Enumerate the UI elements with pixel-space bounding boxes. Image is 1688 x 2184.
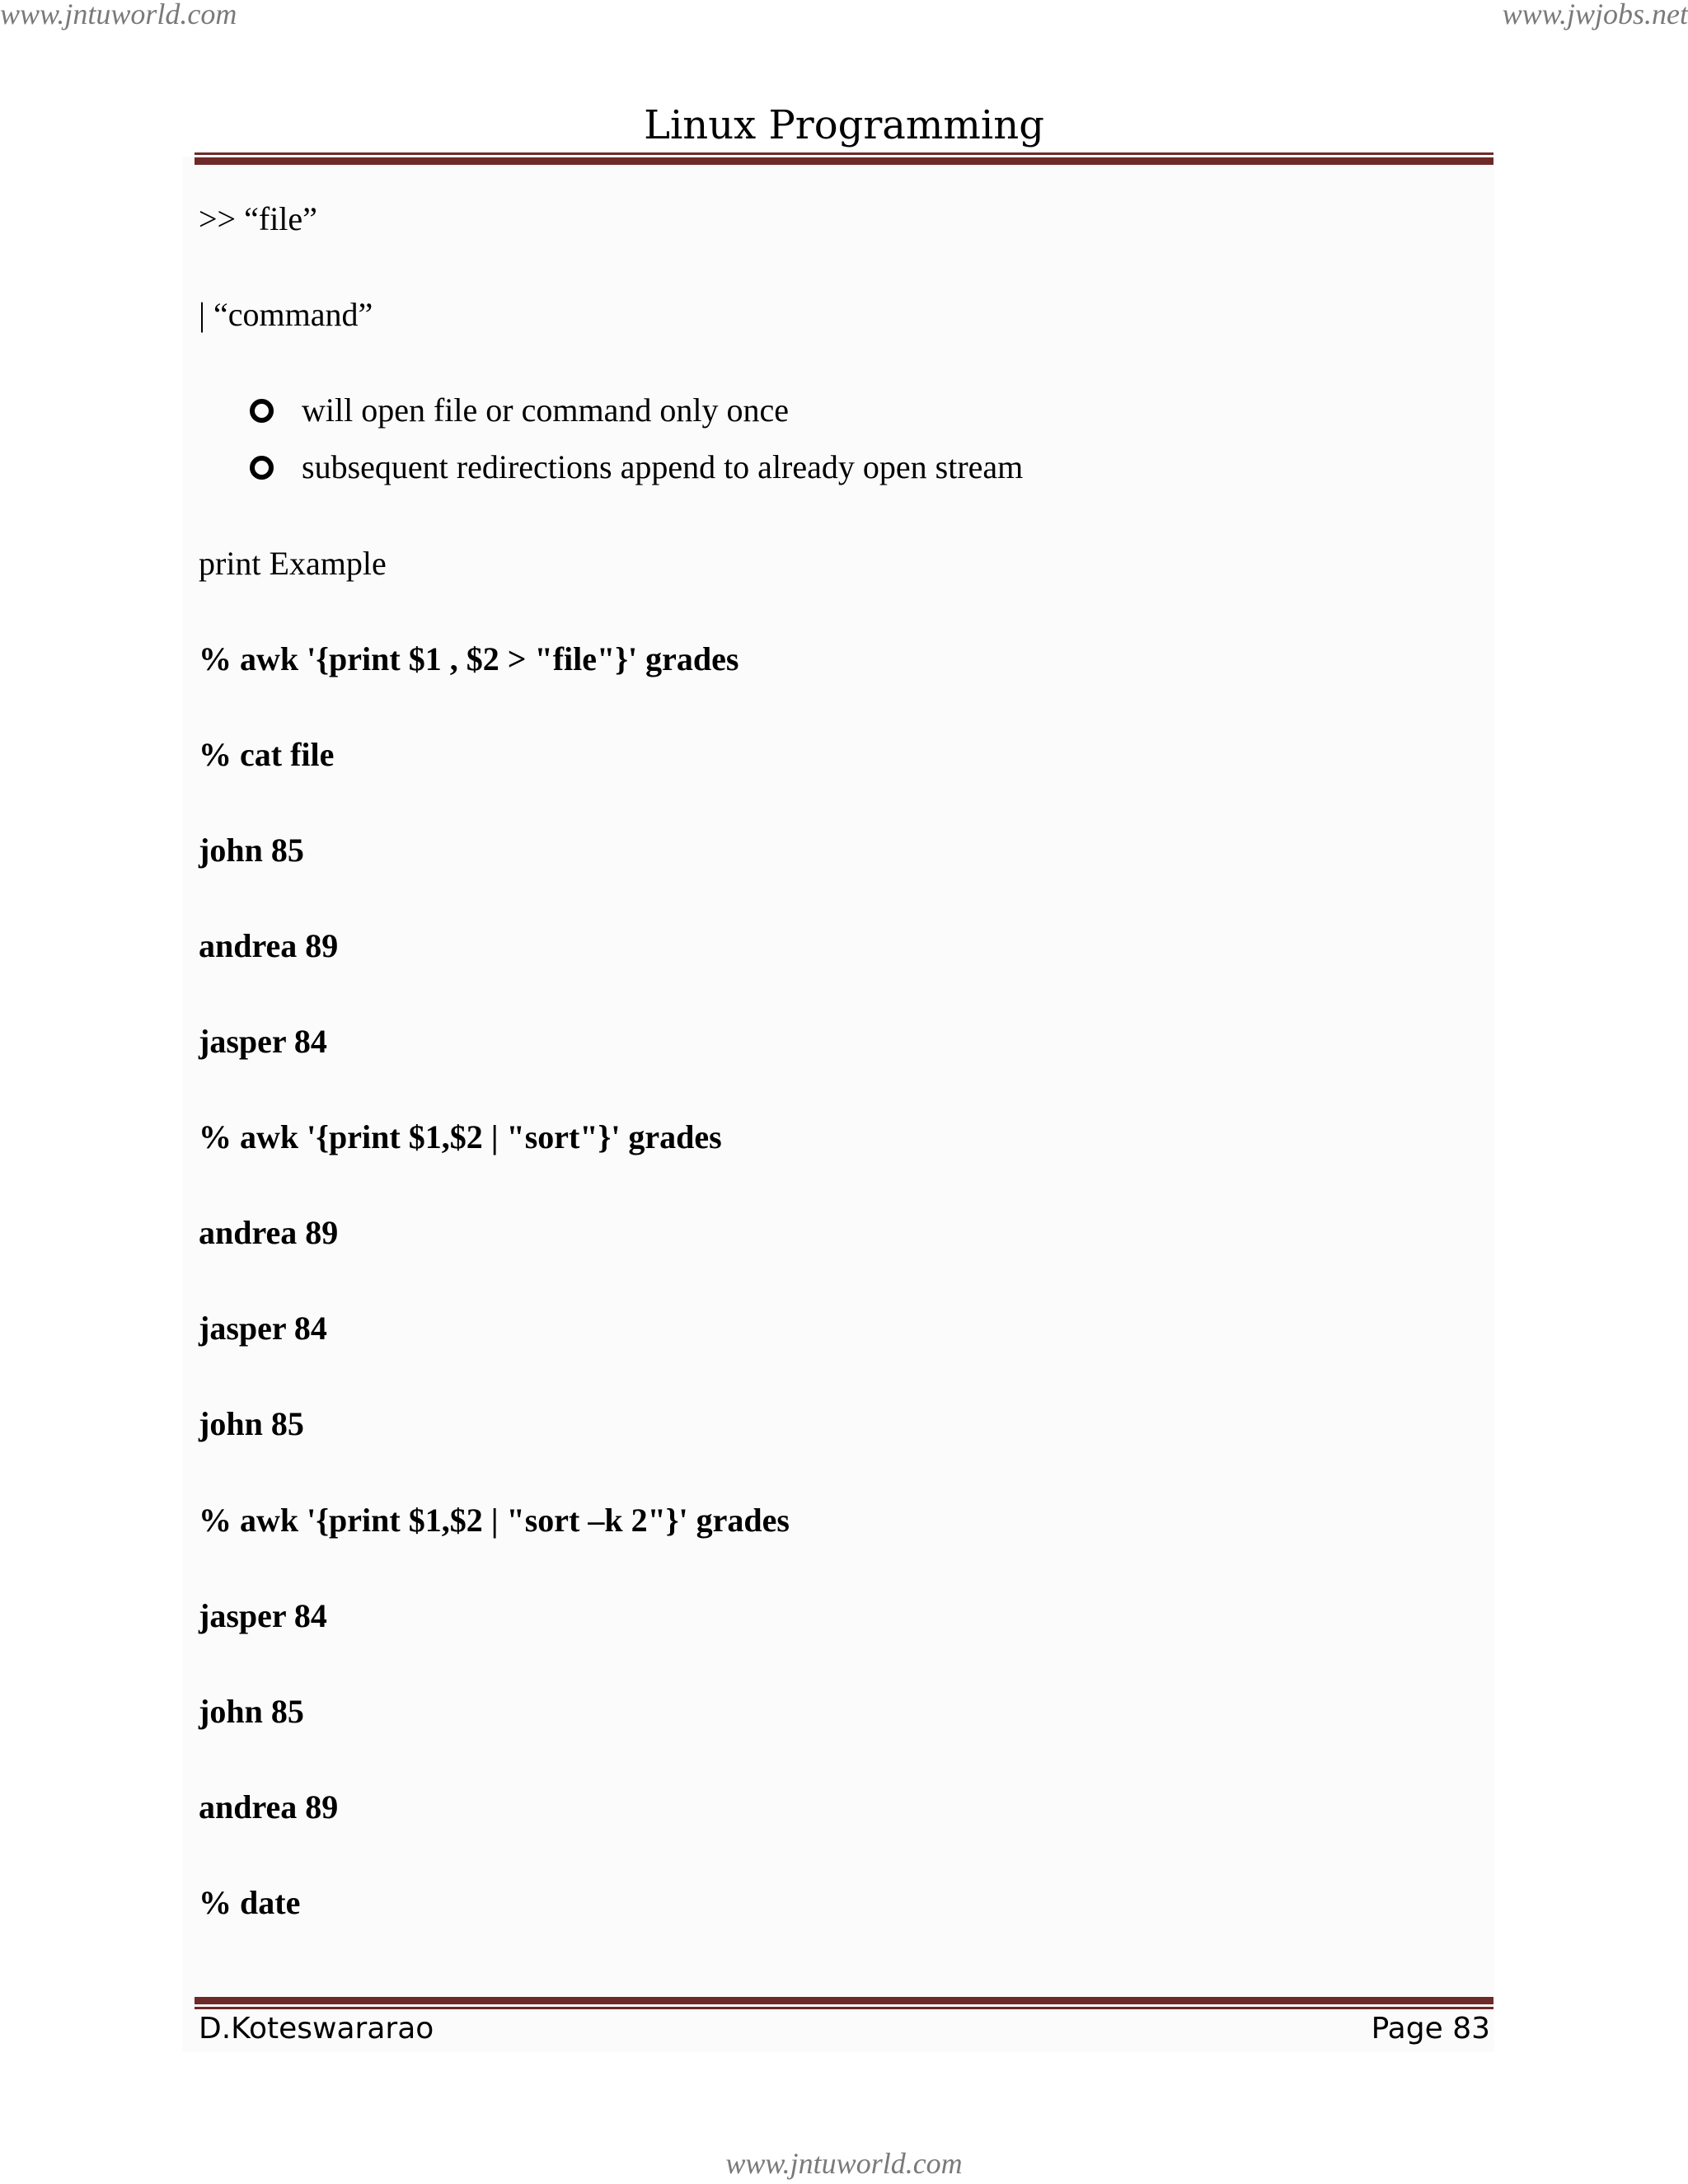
pipe-command-line: | “command” — [199, 296, 373, 333]
header-rule — [195, 152, 1493, 165]
hollow-circle-bullet-icon — [250, 399, 274, 423]
footer-rule — [195, 1997, 1493, 2009]
code-line: % awk '{print $1,$2 | "sort –k 2"}' grades — [199, 1502, 790, 1539]
code-line: % awk '{print $1 , $2 > "file"}' grades — [199, 640, 739, 677]
code-line: john 85 — [199, 1693, 304, 1730]
bullet-item — [250, 391, 789, 430]
code-line: % awk '{print $1,$2 | "sort"}' grades — [199, 1118, 722, 1155]
code-line: % date — [199, 1884, 301, 1921]
code-line: john 85 — [199, 1405, 304, 1442]
code-line: andrea 89 — [199, 927, 339, 964]
code-line: jasper 84 — [199, 1023, 327, 1060]
footer-page-number: Page 83 — [1371, 2012, 1490, 2046]
hollow-circle-bullet-icon — [250, 456, 274, 480]
bullet-text: will open file or command only once — [302, 391, 789, 429]
bullet-text: subsequent redirections append to already open stream — [302, 448, 1024, 485]
watermark-bottom: www.jntuworld.com — [725, 2147, 963, 2180]
code-line: andrea 89 — [199, 1788, 339, 1825]
page-header-title: Linux Programming — [644, 102, 1044, 148]
watermark-top-right: www.jwjobs.net — [1502, 0, 1688, 30]
append-file-line: >> “file” — [199, 200, 317, 237]
code-line: john 85 — [199, 832, 304, 869]
code-line: jasper 84 — [199, 1597, 327, 1634]
bullet-item — [250, 448, 1023, 487]
page-background — [182, 157, 1494, 2052]
footer-author: D.Koteswararao — [199, 2012, 434, 2046]
code-line: jasper 84 — [199, 1310, 327, 1347]
watermark-top-left: www.jntuworld.com — [0, 0, 237, 30]
print-example-heading: print Example — [199, 545, 387, 582]
code-line: % cat file — [199, 736, 335, 773]
code-line: andrea 89 — [199, 1214, 339, 1251]
